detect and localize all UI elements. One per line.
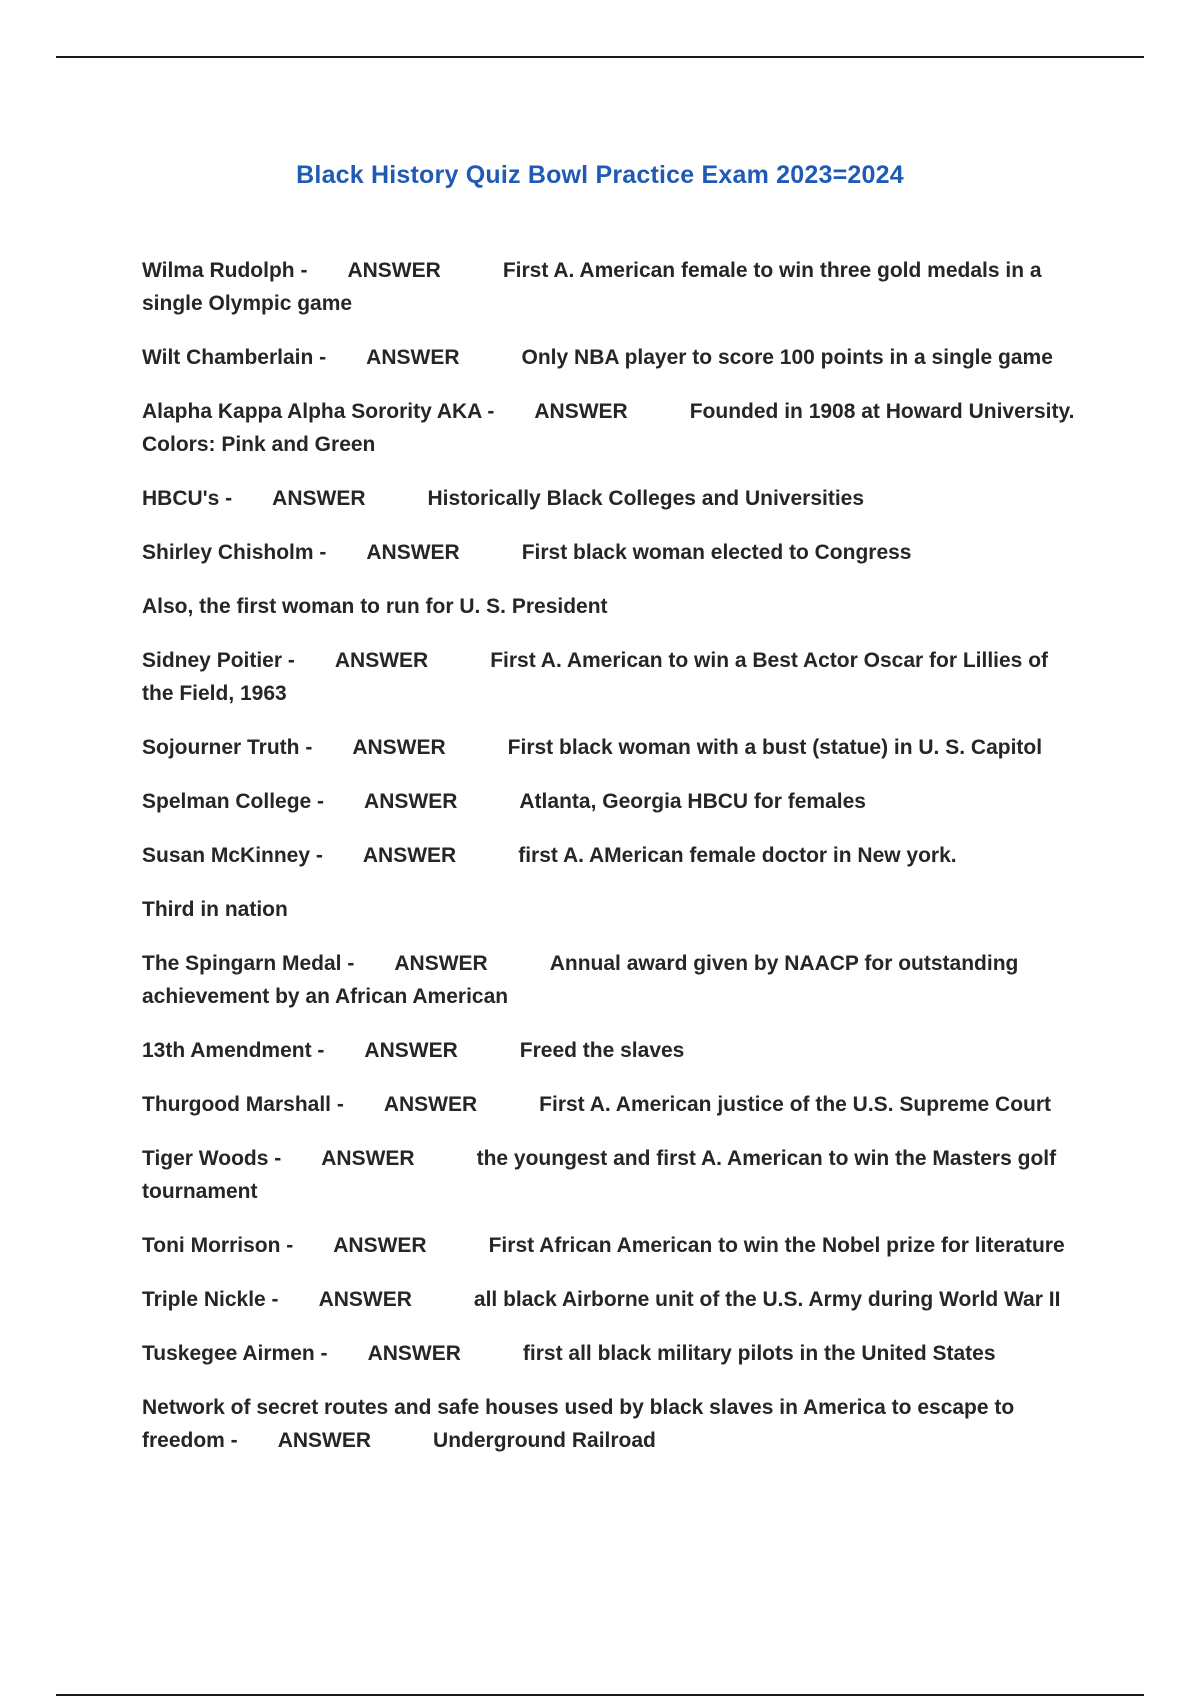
qa-entry <box>142 1142 1082 1208</box>
qa-entry <box>142 1391 1082 1457</box>
entry-term: Alapha Kappa Alpha Sorority AKA - <box>142 400 495 423</box>
note-line <box>142 893 1082 926</box>
entry-answer: First A. American female to win three gold medals in a single Olympic game <box>142 259 1042 315</box>
entry-answer: Historically Black Colleges and Universities <box>427 487 865 510</box>
note-text: Also, the first woman to run for U. S. President <box>142 595 608 618</box>
qa-entry <box>142 785 1082 818</box>
qa-entry <box>142 341 1082 374</box>
entry-term: Triple Nickle - <box>142 1288 279 1311</box>
entry-term: Network of secret routes and safe houses used by black slaves in America to escape to freedom - <box>142 1396 1015 1452</box>
entry-term: Toni Morrison - <box>142 1234 294 1257</box>
qa-entry <box>142 536 1082 569</box>
entry-term: HBCU's - <box>142 487 233 510</box>
entry-answer: Only NBA player to score 100 points in a single game <box>521 346 1053 369</box>
entry-answer: Founded in 1908 at Howard University. Colors: Pink and Green <box>142 400 1075 456</box>
qa-entry <box>142 644 1082 710</box>
answer-label: ANSWER <box>347 259 441 282</box>
answer-label: ANSWER <box>362 844 457 867</box>
answer-label: ANSWER <box>534 400 628 423</box>
entry-answer: first A. AMerican female doctor in New york. <box>518 844 957 867</box>
answer-label: ANSWER <box>366 346 460 369</box>
qa-entry <box>142 1034 1082 1067</box>
answer-label: ANSWER <box>277 1429 372 1452</box>
entry-answer: first all black military pilots in the United States <box>522 1342 996 1365</box>
note-text: Third in nation <box>142 898 288 921</box>
answer-label: ANSWER <box>352 736 446 759</box>
qa-entry <box>142 731 1082 764</box>
entry-answer: Underground Railroad <box>433 1429 656 1452</box>
entry-answer: Freed the slaves <box>519 1039 685 1062</box>
qa-entry <box>142 1283 1082 1316</box>
qa-entry <box>142 1229 1082 1262</box>
note-line <box>142 590 1082 623</box>
entry-term: The Spingarn Medal - <box>142 952 355 975</box>
entry-answer: Annual award given by NAACP for outstanding achievement by an African American <box>142 952 1019 1008</box>
answer-label: ANSWER <box>364 790 458 813</box>
page-title: Black History Quiz Bowl Practice Exam 2023=2024 <box>296 160 904 189</box>
qa-list <box>142 254 1082 1478</box>
entry-term: Sidney Poitier - <box>142 649 295 672</box>
entry-term: Spelman College - <box>142 790 325 813</box>
top-rule <box>56 56 1144 58</box>
entry-term: Sojourner Truth - <box>142 736 313 759</box>
entry-term: Shirley Chisholm - <box>142 541 327 564</box>
entry-answer: First black woman elected to Congress <box>521 541 912 564</box>
answer-label: ANSWER <box>321 1147 415 1170</box>
entry-answer: First A. American justice of the U.S. Supreme Court <box>539 1093 1052 1116</box>
answer-label: ANSWER <box>394 952 488 975</box>
entry-answer: the youngest and first A. American to win the Masters golf tournament <box>142 1147 1057 1203</box>
entry-answer: First black woman with a bust (statue) in U. S. Capitol <box>507 736 1043 759</box>
qa-entry <box>142 254 1082 320</box>
entry-term: Tuskegee Airmen - <box>142 1342 328 1365</box>
entry-term: Tiger Woods - <box>142 1147 282 1170</box>
entry-answer: all black Airborne unit of the U.S. Army during World War II <box>473 1288 1061 1311</box>
answer-label: ANSWER <box>367 1342 461 1365</box>
entry-term: Susan McKinney - <box>142 844 323 867</box>
answer-label: ANSWER <box>318 1288 412 1311</box>
entry-term: Wilma Rudolph - <box>142 259 308 282</box>
answer-label: ANSWER <box>272 487 366 510</box>
answer-label: ANSWER <box>364 1039 458 1062</box>
qa-entry <box>142 482 1082 515</box>
qa-entry <box>142 1337 1082 1370</box>
answer-label: ANSWER <box>333 1234 427 1257</box>
qa-entry <box>142 839 1082 872</box>
entry-term: Wilt Chamberlain - <box>142 346 327 369</box>
qa-entry <box>142 1088 1082 1121</box>
entry-term: 13th Amendment - <box>142 1039 325 1062</box>
bottom-rule <box>56 1694 1144 1696</box>
entry-term: Thurgood Marshall - <box>142 1093 344 1116</box>
qa-entry <box>142 395 1082 461</box>
answer-label: ANSWER <box>366 541 460 564</box>
qa-entry <box>142 947 1082 1013</box>
answer-label: ANSWER <box>334 649 429 672</box>
entry-answer: First African American to win the Nobel prize for literature <box>488 1234 1065 1257</box>
answer-label: ANSWER <box>383 1093 478 1116</box>
entry-answer: Atlanta, Georgia HBCU for females <box>519 790 866 813</box>
entry-answer: First A. American to win a Best Actor Oscar for Lillies of the Field, 1963 <box>142 649 1049 705</box>
